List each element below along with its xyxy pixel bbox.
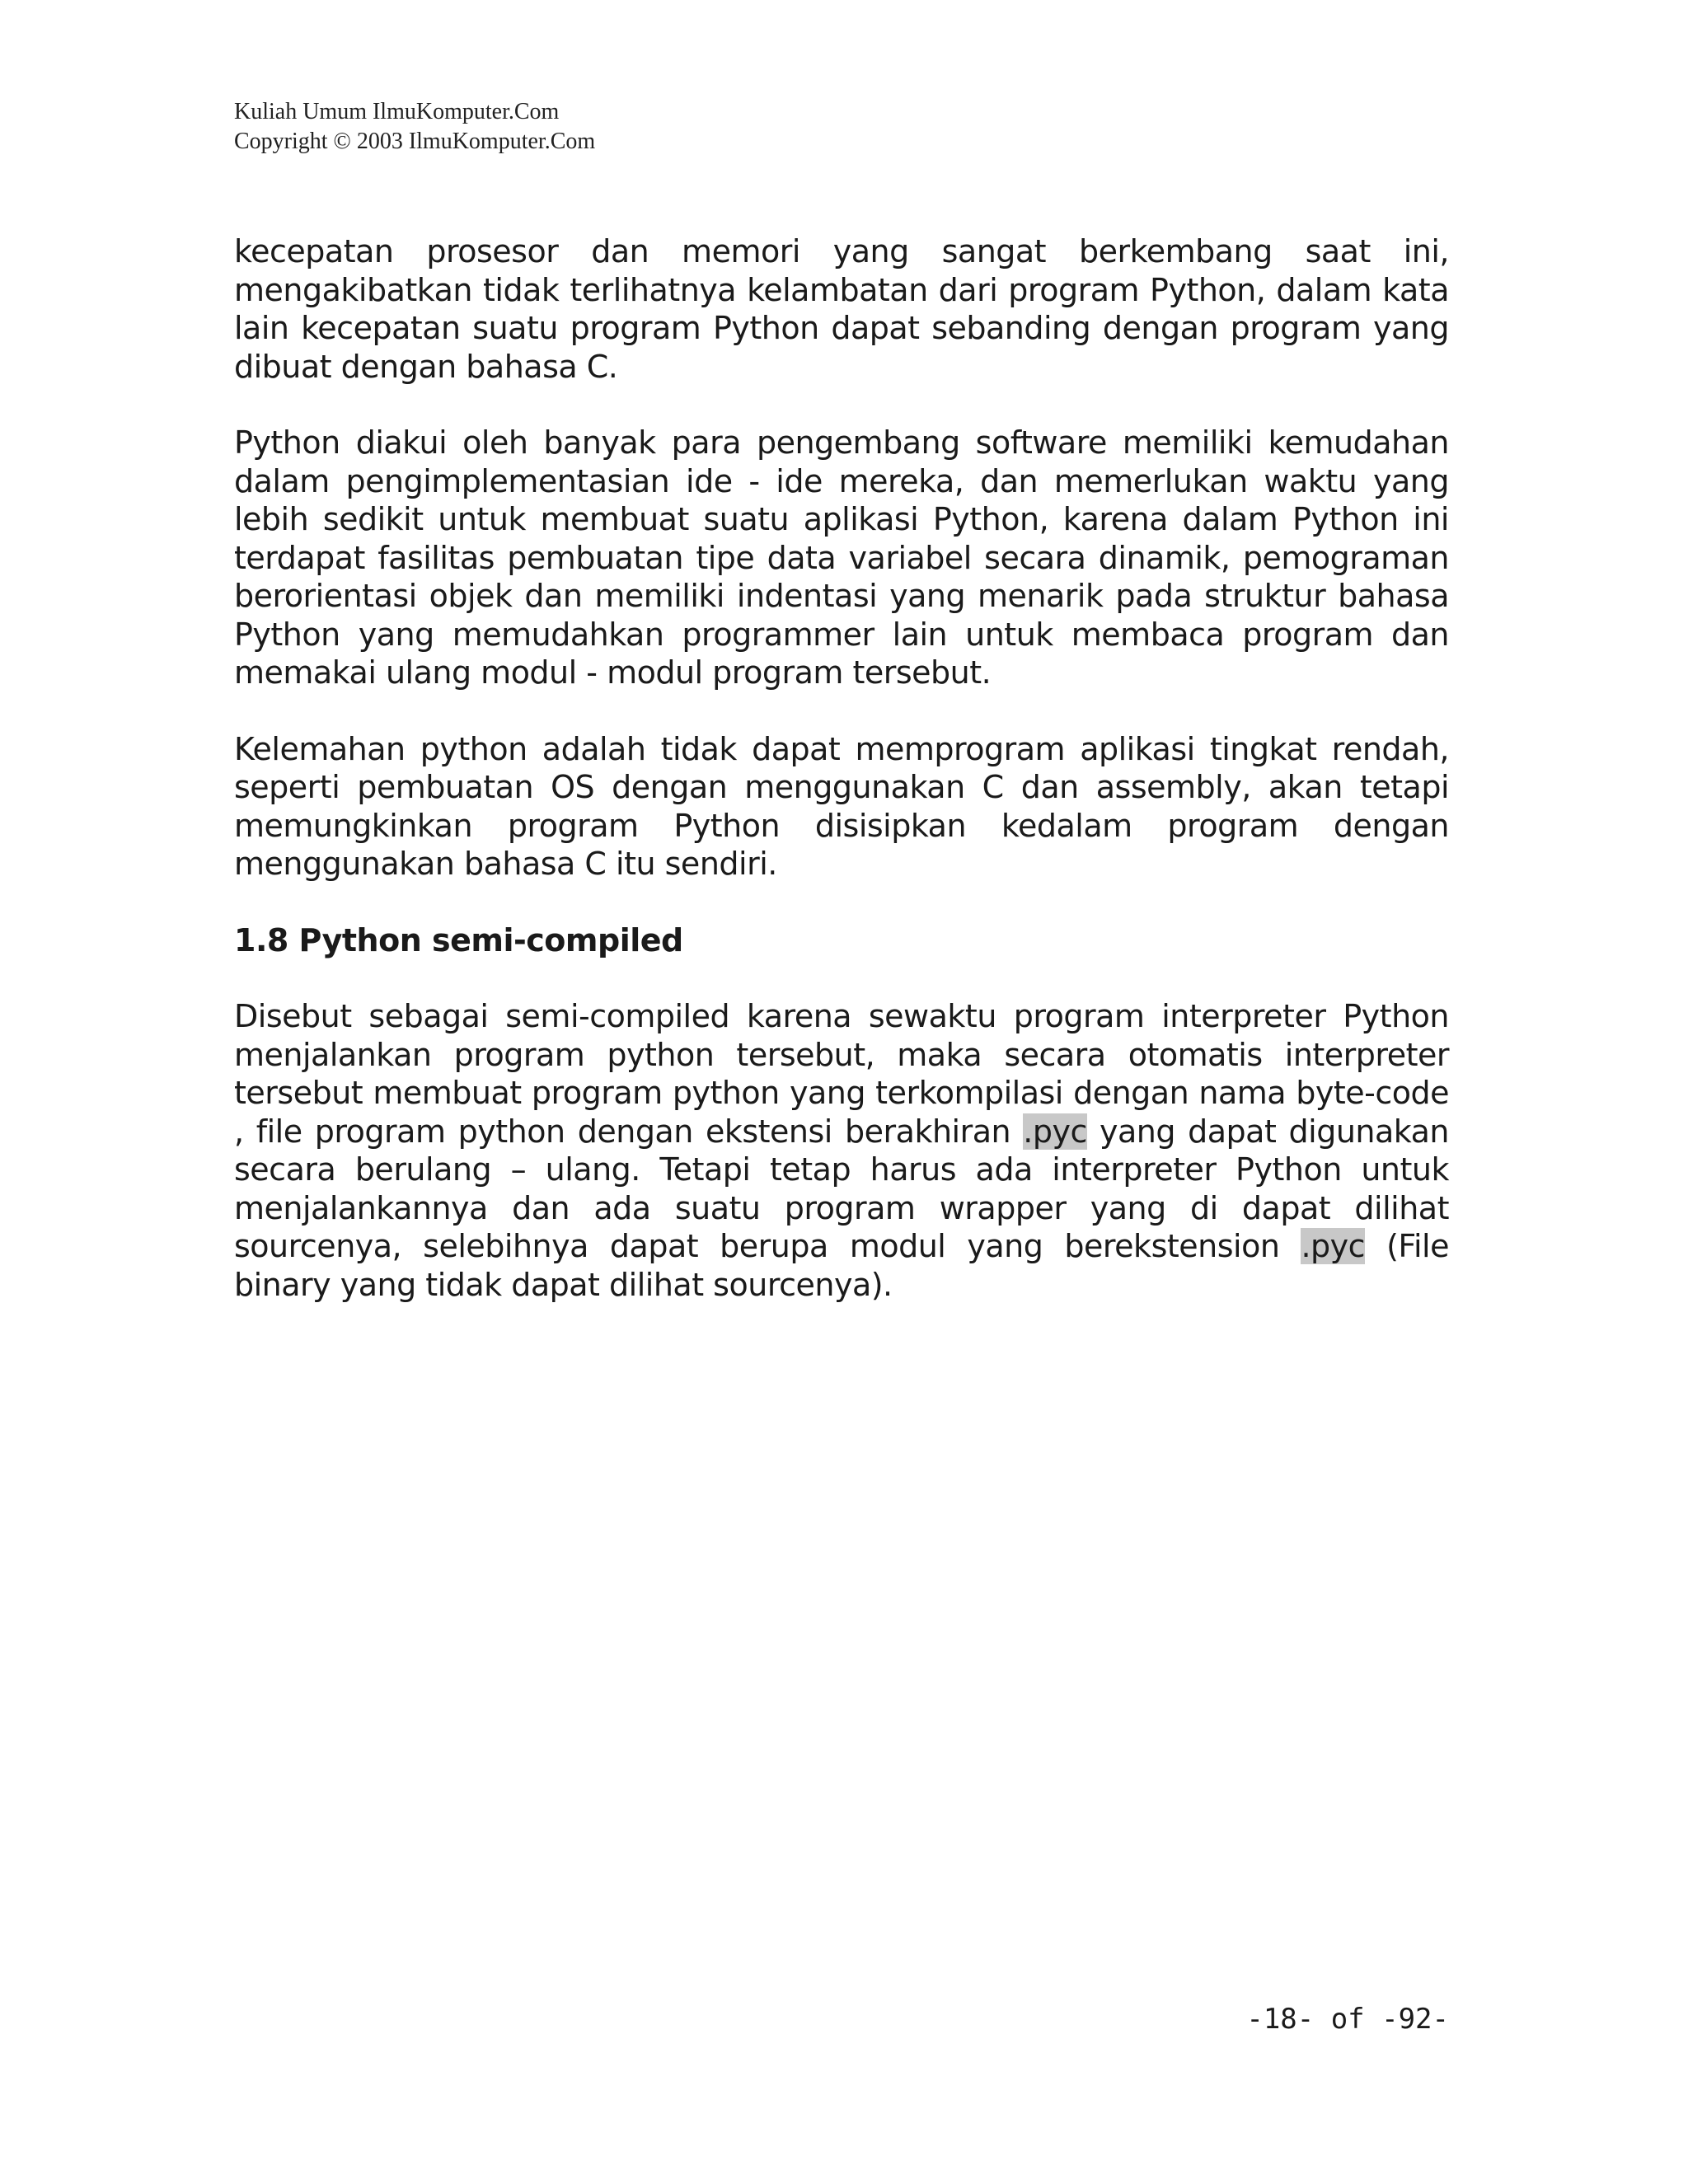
section-heading: 1.8 Python semi-compiled: [234, 921, 683, 958]
paragraph-performance: kecepatan prosesor dan memori yang sangat berkembang saat ini, mengakibatkan tidak terlihatnya kelambatan dari program Python, dalam kata lain kecepatan suatu program Python dapat sebanding dengan program yang dibuat dengan bahasa C.: [234, 233, 1449, 385]
paragraph-text: Disebut sebagai semi-compiled karena sewaktu program interpreter Python menjalankan program python tersebut, maka secara otomatis interpreter tersebut membuat program python yang terkompilasi dengan nama byte-code , file program python dengan ekstensi berakhiran: [234, 998, 1449, 1150]
highlighted-extension: .pyc: [1023, 1113, 1087, 1150]
paragraph-text: (File binary yang tidak dapat dilihat sourcenya).: [234, 1228, 1449, 1303]
page-number: -18- of -92-: [1246, 2003, 1449, 2036]
paragraph-advantages: Python diakui oleh banyak para pengembang software memiliki kemudahan dalam pengimplementasian ide - ide mereka, dan memerlukan waktu yang lebih sedikit untuk membuat suatu aplikasi Python, karena dalam Python ini terdapat fasilitas pembuatan tipe data variabel secara dinamik, pemograman berorientasi objek dan memiliki indentasi yang menarik pada struktur bahasa Python yang memudahkan programmer lain untuk membaca program dan memakai ulang modul - modul program tersebut.: [234, 424, 1449, 691]
header-copyright: Copyright © 2003 IlmuKomputer.Com: [234, 129, 596, 154]
paragraph-weaknesses: Kelemahan python adalah tidak dapat memprogram aplikasi tingkat rendah, seperti pembuatan OS dengan menggunakan C dan assembly, akan tetapi memungkinkan program Python disisipkan kedalam program dengan menggunakan bahasa C itu sendiri.: [234, 730, 1449, 882]
page-header: [234, 97, 595, 157]
paragraph-semi-compiled: [234, 997, 1449, 1304]
header-course-title: Kuliah Umum IlmuKomputer.Com: [234, 99, 560, 124]
highlighted-extension: .pyc: [1301, 1228, 1366, 1264]
paragraph-text: yang dapat digunakan secara berulang – ulang. Tetapi tetap harus ada interpreter Python untuk menjalankannya dan ada suatu program wrapper yang di dapat dilihat sourcenya, selebihnya dapat berupa modul yang berekstension: [234, 1113, 1449, 1264]
page-body: [234, 232, 1449, 1342]
